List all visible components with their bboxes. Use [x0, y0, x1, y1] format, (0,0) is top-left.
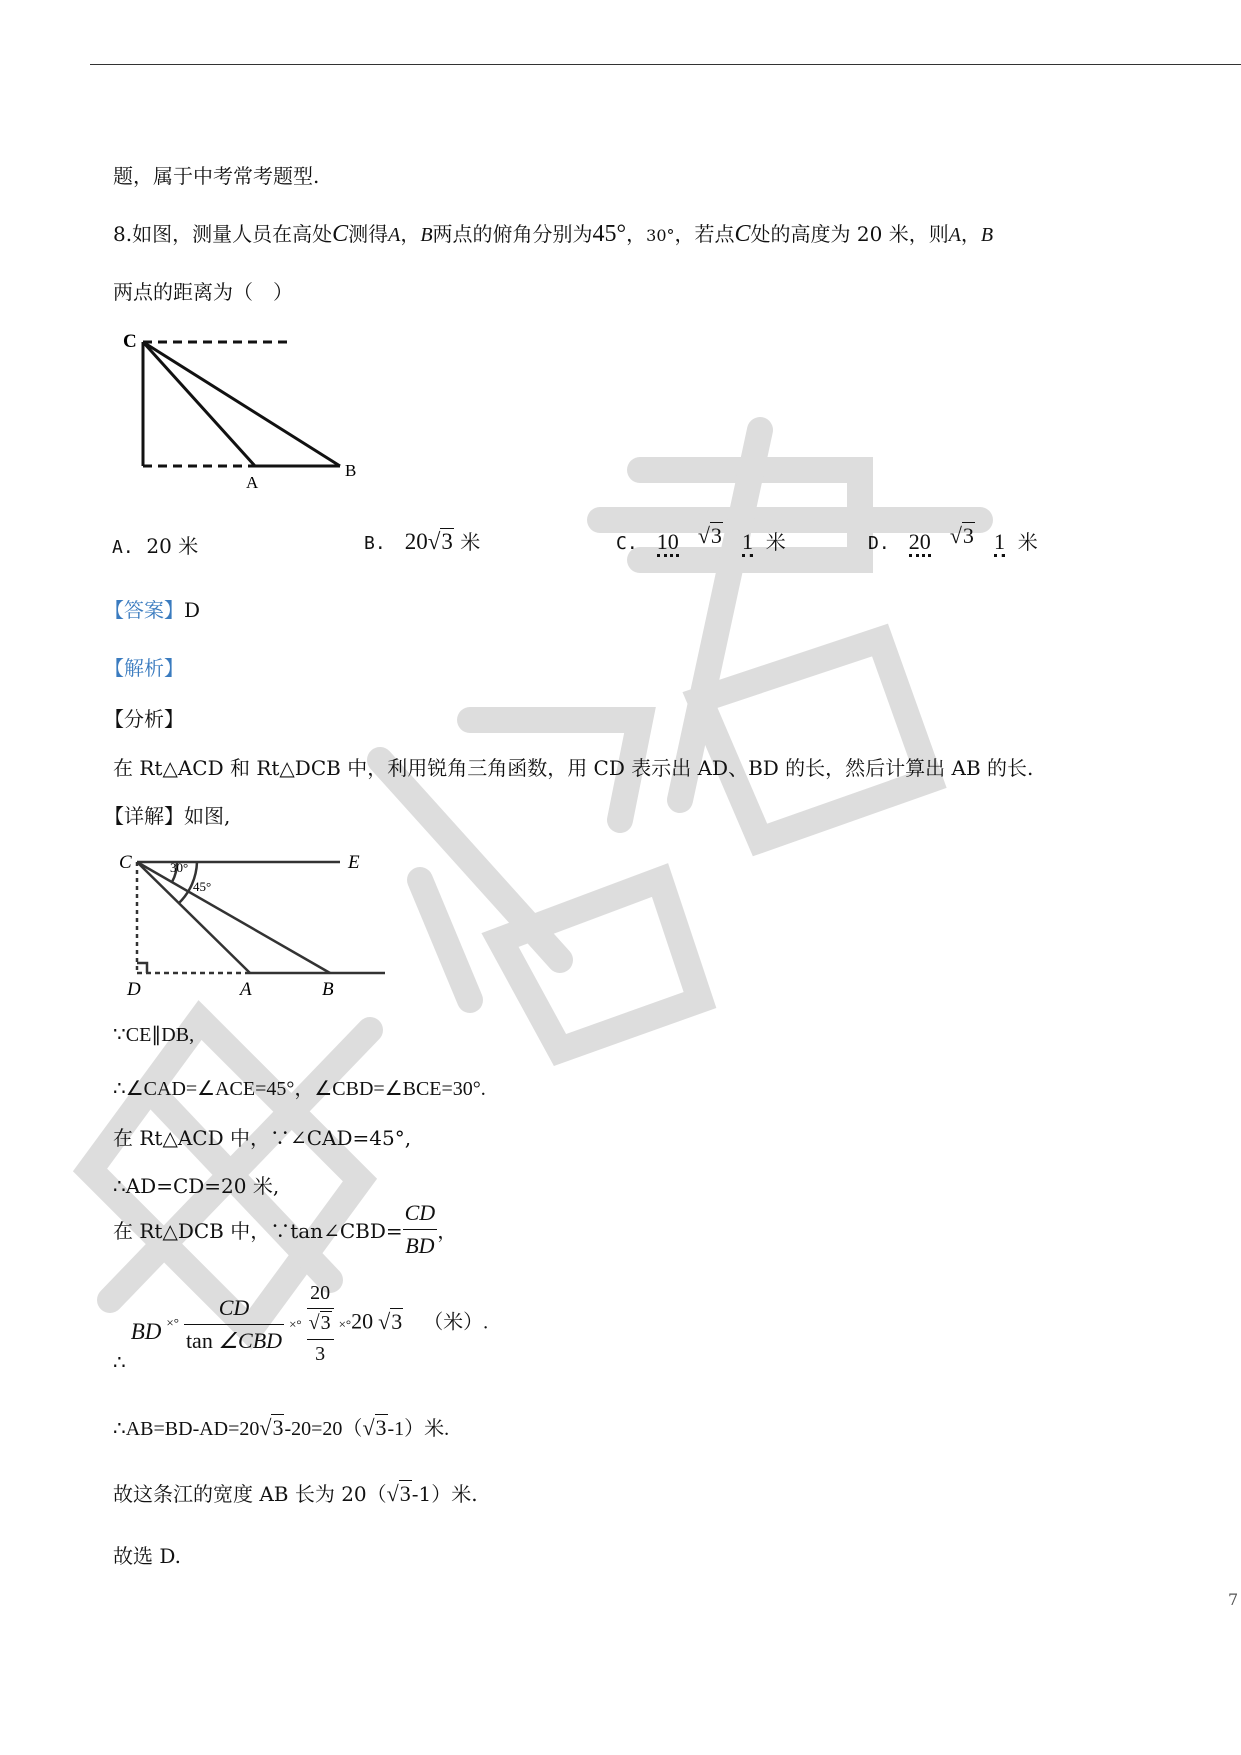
- figure-1: [115, 325, 375, 490]
- step-5: 在 Rt△DCB 中，∵tan∠CBD= $\frac{CD}{BD}$ ，: [113, 1200, 458, 1258]
- label-a: A: [246, 473, 259, 490]
- option-a[interactable]: A. 20 米: [112, 534, 199, 558]
- step-8: 故这条江的宽度 AB 长为 20（√3-1）米.: [113, 1481, 478, 1506]
- question-line-1: 8.如图，测量人员在高处C测得A，B两点的俯角分别为45°，30°，若点C处的高度为 20 米，则A，B: [113, 221, 994, 247]
- header-rule: [90, 64, 1241, 65]
- step-1: ∵CE∥DB,: [113, 1024, 195, 1046]
- option-b[interactable]: B. 20√3 米: [364, 529, 481, 554]
- analysis-tag: 【解析】: [104, 656, 184, 680]
- label-b: B: [345, 461, 357, 480]
- option-d[interactable]: D. 20 √3 1 米: [868, 526, 1038, 555]
- step-2: ∴∠CAD=∠ACE=45°，∠CBD=∠BCE=30°.: [113, 1078, 486, 1100]
- step-9: 故选 D.: [113, 1544, 182, 1568]
- line-cb: [143, 342, 340, 466]
- answer-line: [104, 594, 200, 623]
- page-number: 7: [1228, 1590, 1239, 1609]
- question-line-2: 两点的距离为（ ）: [113, 280, 293, 304]
- right-angle-mark: [137, 963, 147, 973]
- option-c[interactable]: C. 10 √3 1 米: [616, 526, 786, 555]
- label-c: C: [123, 331, 137, 352]
- label-e: E: [348, 852, 360, 873]
- figure-2: [115, 845, 395, 1005]
- angle-30-label: 30°: [170, 860, 189, 875]
- xiangjie-tag: 【详解】: [104, 804, 184, 828]
- xiangjie-line: 【详解】如图,: [104, 804, 231, 828]
- label-a: A: [240, 979, 252, 1000]
- step-7: ∴AB=BD-AD=20√3-20=20（√3-1）米.: [113, 1415, 450, 1440]
- angle-45-label: 45°: [193, 879, 212, 894]
- label-b: B: [322, 979, 334, 1000]
- answer-value: D: [184, 598, 201, 622]
- step-6: ∴ BD ×° $\frac{CD}{\text{tan ∠CBD}}$ ×° 20 √3 3 ×°20 √3 （米）.: [113, 1282, 489, 1374]
- answer-tag: 【答案】: [104, 598, 184, 622]
- label-c: C: [119, 852, 132, 873]
- label-d: D: [127, 979, 141, 1000]
- fenxi-text: 在 Rt△ACD 和 Rt△DCB 中，利用锐角三角函数，用 CD 表示出 AD、BD 的长，然后计算出 AB 的长.: [113, 756, 1034, 780]
- line-ca: [143, 342, 255, 466]
- fenxi-tag: 【分析】: [104, 707, 184, 731]
- question-number: 8.: [113, 222, 133, 246]
- step-4: ∴AD=CD=20 米,: [113, 1174, 280, 1198]
- step-3: 在 Rt△ACD 中，∵∠CAD=45°,: [113, 1126, 412, 1150]
- intro-line: 题，属于中考常考题型.: [113, 164, 320, 188]
